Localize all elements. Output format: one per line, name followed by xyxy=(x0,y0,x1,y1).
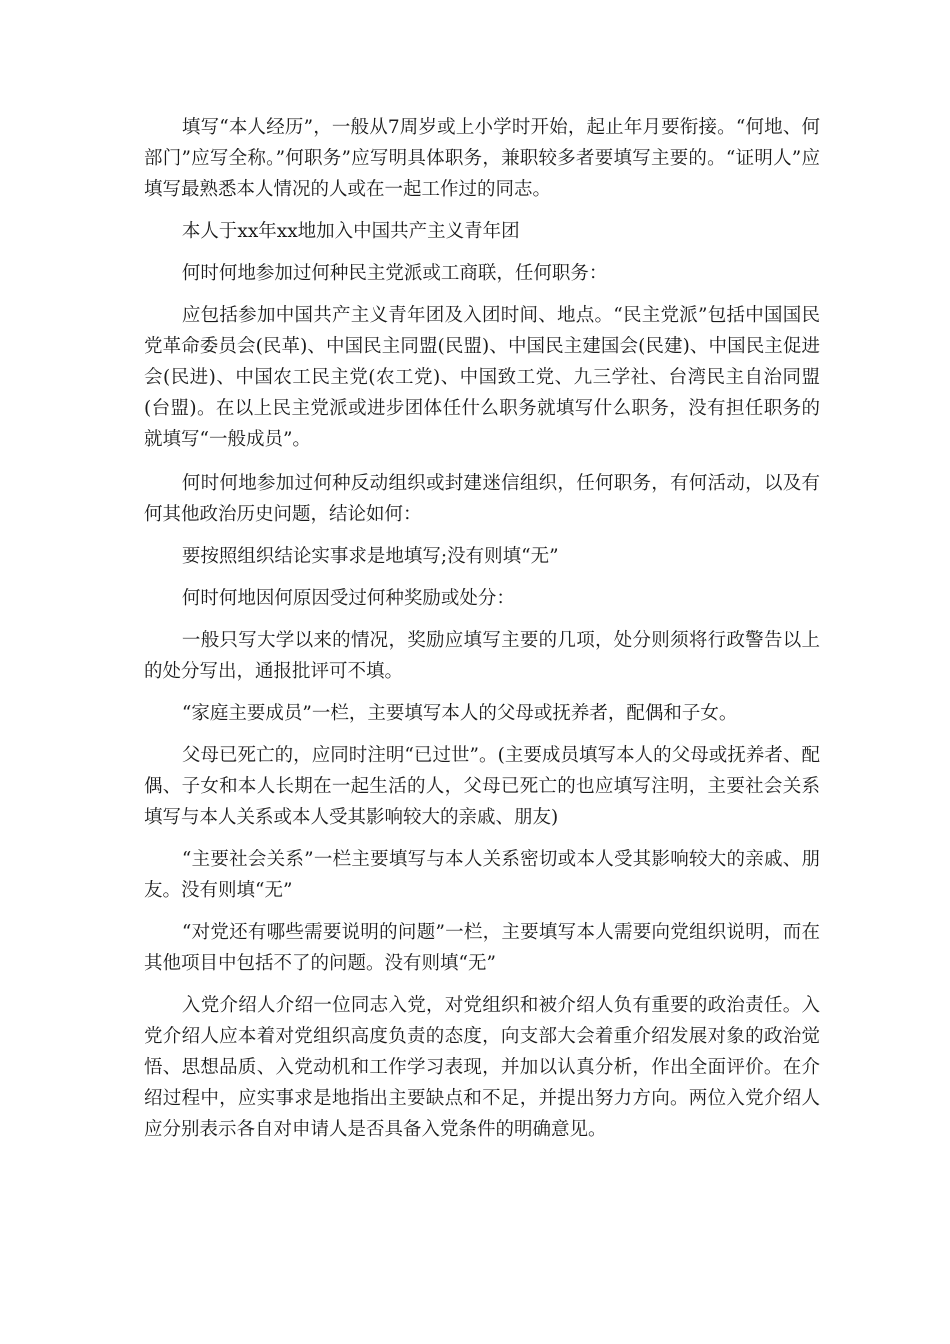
paragraph-reactionary-org-question: 何时何地参加过何种反动组织或封建迷信组织，任何职务，有何活动，以及有何其他政治历史问题，结论如何： xyxy=(144,473,820,525)
paragraph-introducer: 入党介绍人介绍一位同志入党，对党组织和被介绍人负有重要的政治责任。入党介绍人应本着对党组织高度负责的态度，向支部大会着重介绍发展对象的政治觉悟、思想品质、入党动机和工作学习表现，并加以认真分析，作出全面评价。在介绍过程中，应实事求是地指出主要缺点和不足，并提出努力方向。两位入党介绍人应分别表示各自对申请人是否具备入党条件的明确意见。 xyxy=(144,995,820,1140)
paragraph-reward-question: 何时何地因何原因受过何种奖励或处分： xyxy=(181,588,515,609)
paragraph-reward-note: 一般只写大学以来的情况，奖励应填写主要的几项，处分则须将行政警告以上的处分写出，通报批评可不填。 xyxy=(144,630,820,682)
paragraph-social-relations: “主要社会关系”一栏主要填写与本人关系密切或本人受其影响较大的亲戚、朋友。没有则填“无” xyxy=(144,849,820,901)
paragraph-other-issues: “对党还有哪些需要说明的问题”一栏，主要填写本人需要向党组织说明，而在其他项目中包括不了的问题。没有则填“无” xyxy=(144,922,820,974)
paragraph-reactionary-org-note: 要按照组织结论实事求是地填写;没有则填“无” xyxy=(181,546,559,567)
paragraph-democratic-party-question: 何时何地参加过何种民主党派或工商联，任何职务： xyxy=(181,263,608,284)
paragraph-family-members: “家庭主要成员”一栏，主要填写本人的父母或抚养者，配偶和子女。 xyxy=(181,703,738,724)
document-body xyxy=(144,112,820,1145)
paragraph-personal-history: 填写“本人经历”，一般从7周岁或上小学时开始，起止年月要衔接。“何地、何部门”应写全称。”何职务”应写明具体职务，兼职较多者要填写主要的。“证明人”应填写最熟悉本人情况的人或在一起工作过的同志。 xyxy=(144,117,820,200)
paragraph-democratic-party-note: 应包括参加中国共产主义青年团及入团时间、地点。“民主党派”包括中国国民党革命委员会(民革)、中国民主同盟(民盟)、中国民主建国会(民建)、中国民主促进会(民进)、中国农工民主党(农工党)、中国致工党、九三学社、台湾民主自治同盟(台盟)。在以上民主党派或进步团体任什么职务就填写什么职务，没有担任职务的就填写“一般成员”。 xyxy=(144,305,820,450)
paragraph-deceased-parents: 父母已死亡的，应同时注明“已过世”。(主要成员填写本人的父母或抚养者、配偶、子女和本人长期在一起生活的人，父母已死亡的也应填写注明，主要社会关系填写与本人关系或本人受其影响较大的亲戚、朋友) xyxy=(144,745,820,828)
paragraph-youth-league: 本人于xx年xx地加入中国共产主义青年团 xyxy=(181,221,520,242)
